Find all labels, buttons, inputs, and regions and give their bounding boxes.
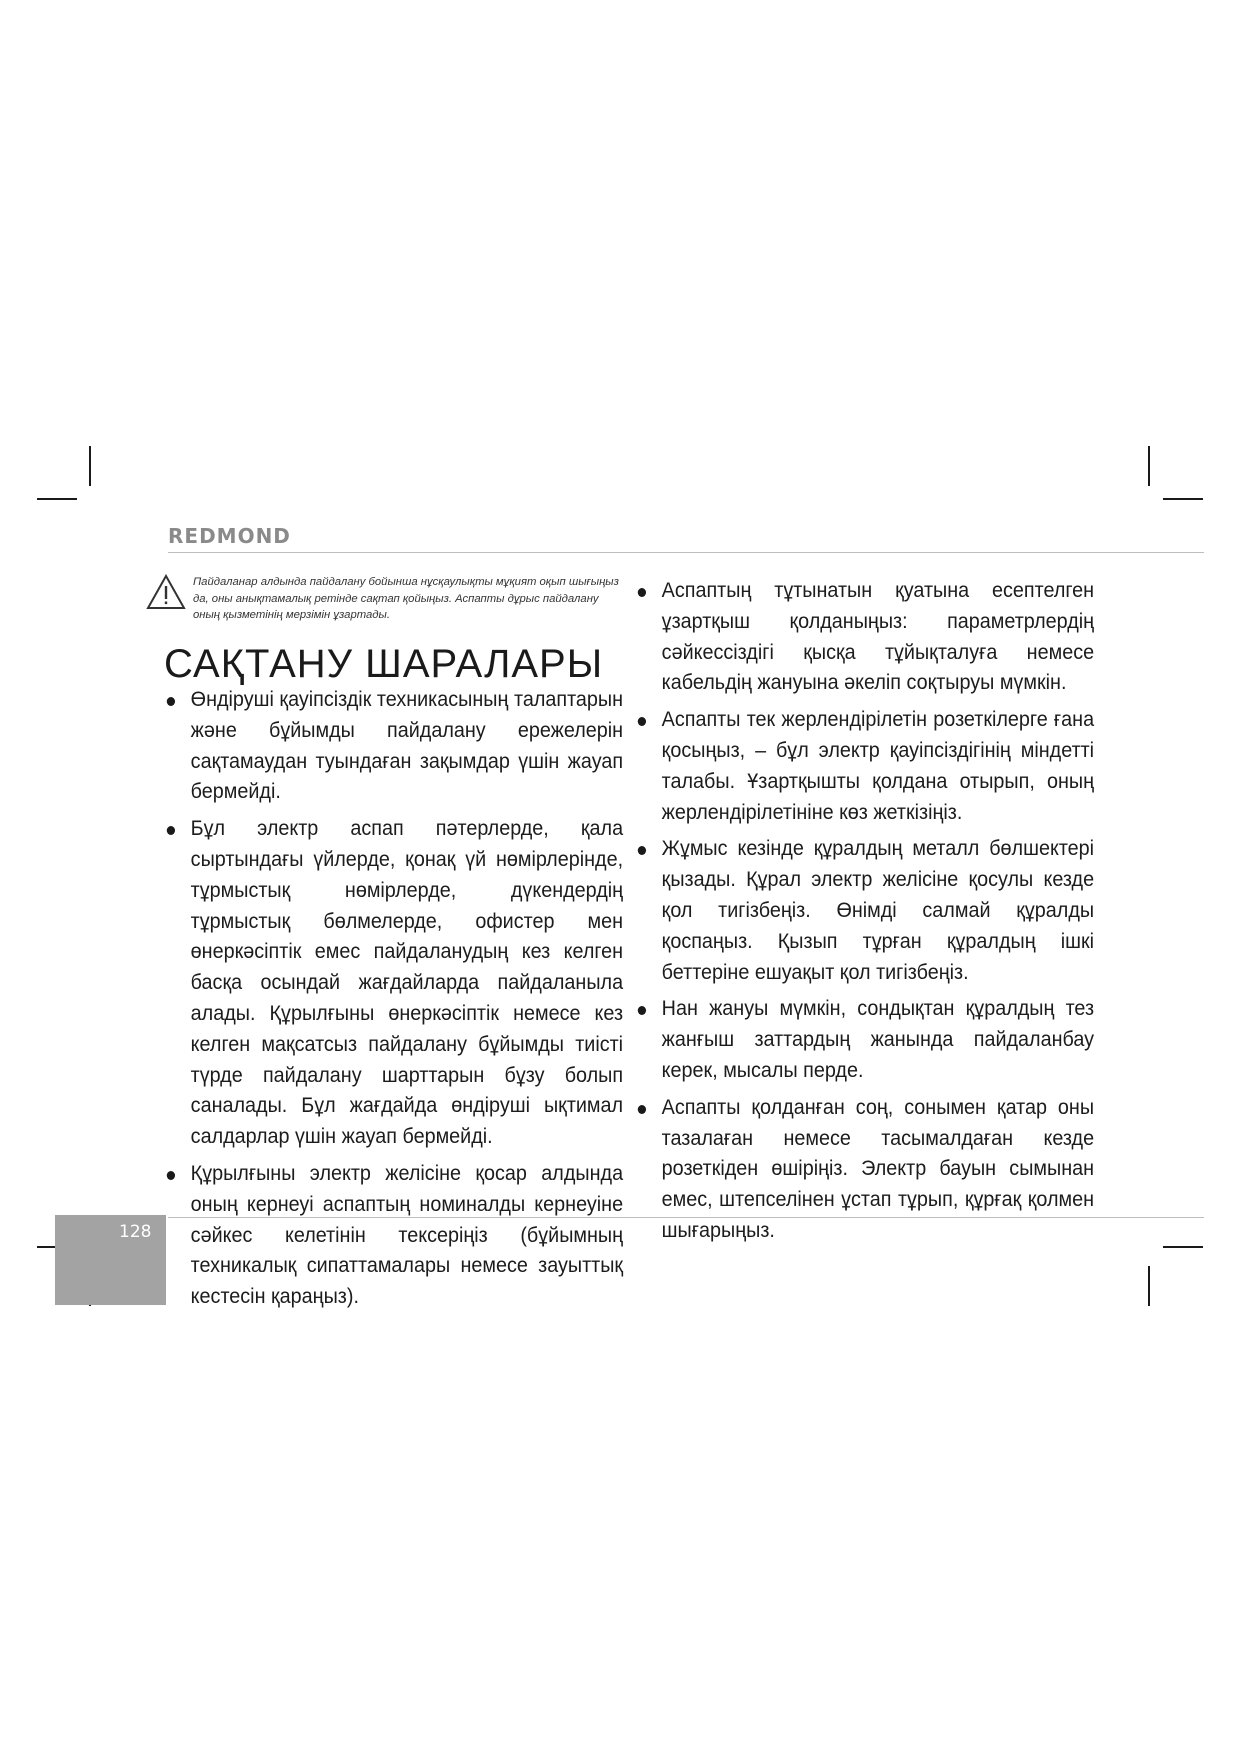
bullet-icon [638, 717, 646, 726]
warning-triangle-icon [146, 574, 186, 610]
bullet-icon [638, 588, 646, 597]
list-item [164, 1158, 623, 1312]
page-number: 128 [119, 1222, 152, 1242]
left-column-list [164, 684, 624, 1318]
crop-mark-top-left-vertical [89, 446, 91, 486]
crop-mark-bottom-right-horizontal [1163, 1246, 1203, 1248]
bullet-icon [167, 697, 175, 706]
list-item-text: Өндіруші қауіпсіздік техникасының талаптарын және бұйымды пайдалану ережелерін сақтамаудан туындаған зақымдар үшін жауап бермейді. [190, 687, 624, 804]
list-item-text: Бұл электр аспап пәтерлерде, қала сыртындағы үйлерде, қонақ үй нөмірлерінде, тұрмыстық нөмірлерде, дүкендердің тұрмыстық бөлмелерде, офистер мен өнеркәсіптік емес пайдаланудың кез келген басқа осындай жағдайларда пайдаланыла алады. Құрылғыны өнеркәсіптік немесе кез келген мақсатсыз пайдалану бұйымды тиісті түрде пайдалану шарттарын бұзу болып саналады. Бұл жағдайда өндіруші ықтимал салдарлар үшін жауап бермейді. [190, 816, 624, 1149]
list-item [164, 813, 623, 1152]
list-item-text: Аспапты қолданған соң, сонымен қатар оны тазалаған немесе тасымалдаған кезде розеткіден өшіріңіз. Электр бауын сымынан емес, штепселінен ұстап тұрып, құрғақ қолмен шығарыңыз. [661, 1094, 1095, 1242]
header-rule [168, 552, 1204, 553]
list-item-text: Аспапты тек жерлендірілетін розеткілерге ғана қосыңыз, – бұл электр қауіпсіздігінің міндетті талабы. Ұзартқышты қолдана отырып, оның жерлендірілетініне көз жеткізіңіз. [661, 707, 1095, 824]
list-item-text: Құрылғыны электр желісіне қосар алдында оның кернеуі аспаптың номиналды кернеуіне сәйкес келетінін тексеріңіз (бұйымның техникалық сипаттамалары немесе зауыттық кестесін қараңыз). [190, 1160, 624, 1309]
bullet-icon [638, 846, 646, 855]
section-title: САҚТАНУ ШАРАЛАРЫ [164, 642, 604, 686]
list-item-text: Аспаптың тұтынатын қуатына есептелген ұзартқыш қолданыңыз: параметрлердің сәйкессіздігі қысқа тұйықталуға немесе кабельдің жануына әкеліп соқтыруы мүмкін. [661, 578, 1095, 695]
bullet-icon [167, 826, 175, 835]
crop-mark-top-right-vertical [1148, 446, 1150, 486]
bullet-icon [638, 1006, 646, 1015]
brand-logo: REDMOND [168, 524, 291, 548]
bullet-icon [167, 1171, 175, 1180]
list-item [635, 704, 1094, 827]
crop-mark-top-left-horizontal [37, 498, 77, 500]
bullet-icon [638, 1105, 646, 1114]
list-item [635, 1092, 1094, 1246]
list-item [635, 575, 1094, 698]
footer-rule [168, 1217, 1204, 1218]
crop-mark-top-right-horizontal [1163, 498, 1203, 500]
warning-text: Пайдаланар алдында пайдалану бойынша нұсқаулықты мұқият оқып шығыңыз да, оны анықтамалық ретінде сақтап қойыңыз. Аспапты дұрыс пайдалану оның қызметінің мерзімін ұзартады. [193, 576, 619, 621]
right-column-list [635, 575, 1095, 1252]
list-item [164, 684, 623, 807]
list-item [635, 993, 1094, 1085]
list-item-text: Нан жануы мүмкін, сондықтан құралдың тез жанғыш заттардың жанында пайдаланбау керек, мысалы перде. [661, 996, 1095, 1082]
list-item-text: Жұмыс кезінде құралдың металл бөлшектері қызады. Құрал электр желісіне қосулы кезде қол тигізбеңіз. Өнімді салмай құралды қоспаңыз. Қызып тұрған құралдың ішкі беттеріне ешуақыт қол тигізбеңіз. [661, 836, 1095, 984]
list-item [635, 833, 1094, 987]
crop-mark-bottom-right-vertical [1148, 1266, 1150, 1306]
